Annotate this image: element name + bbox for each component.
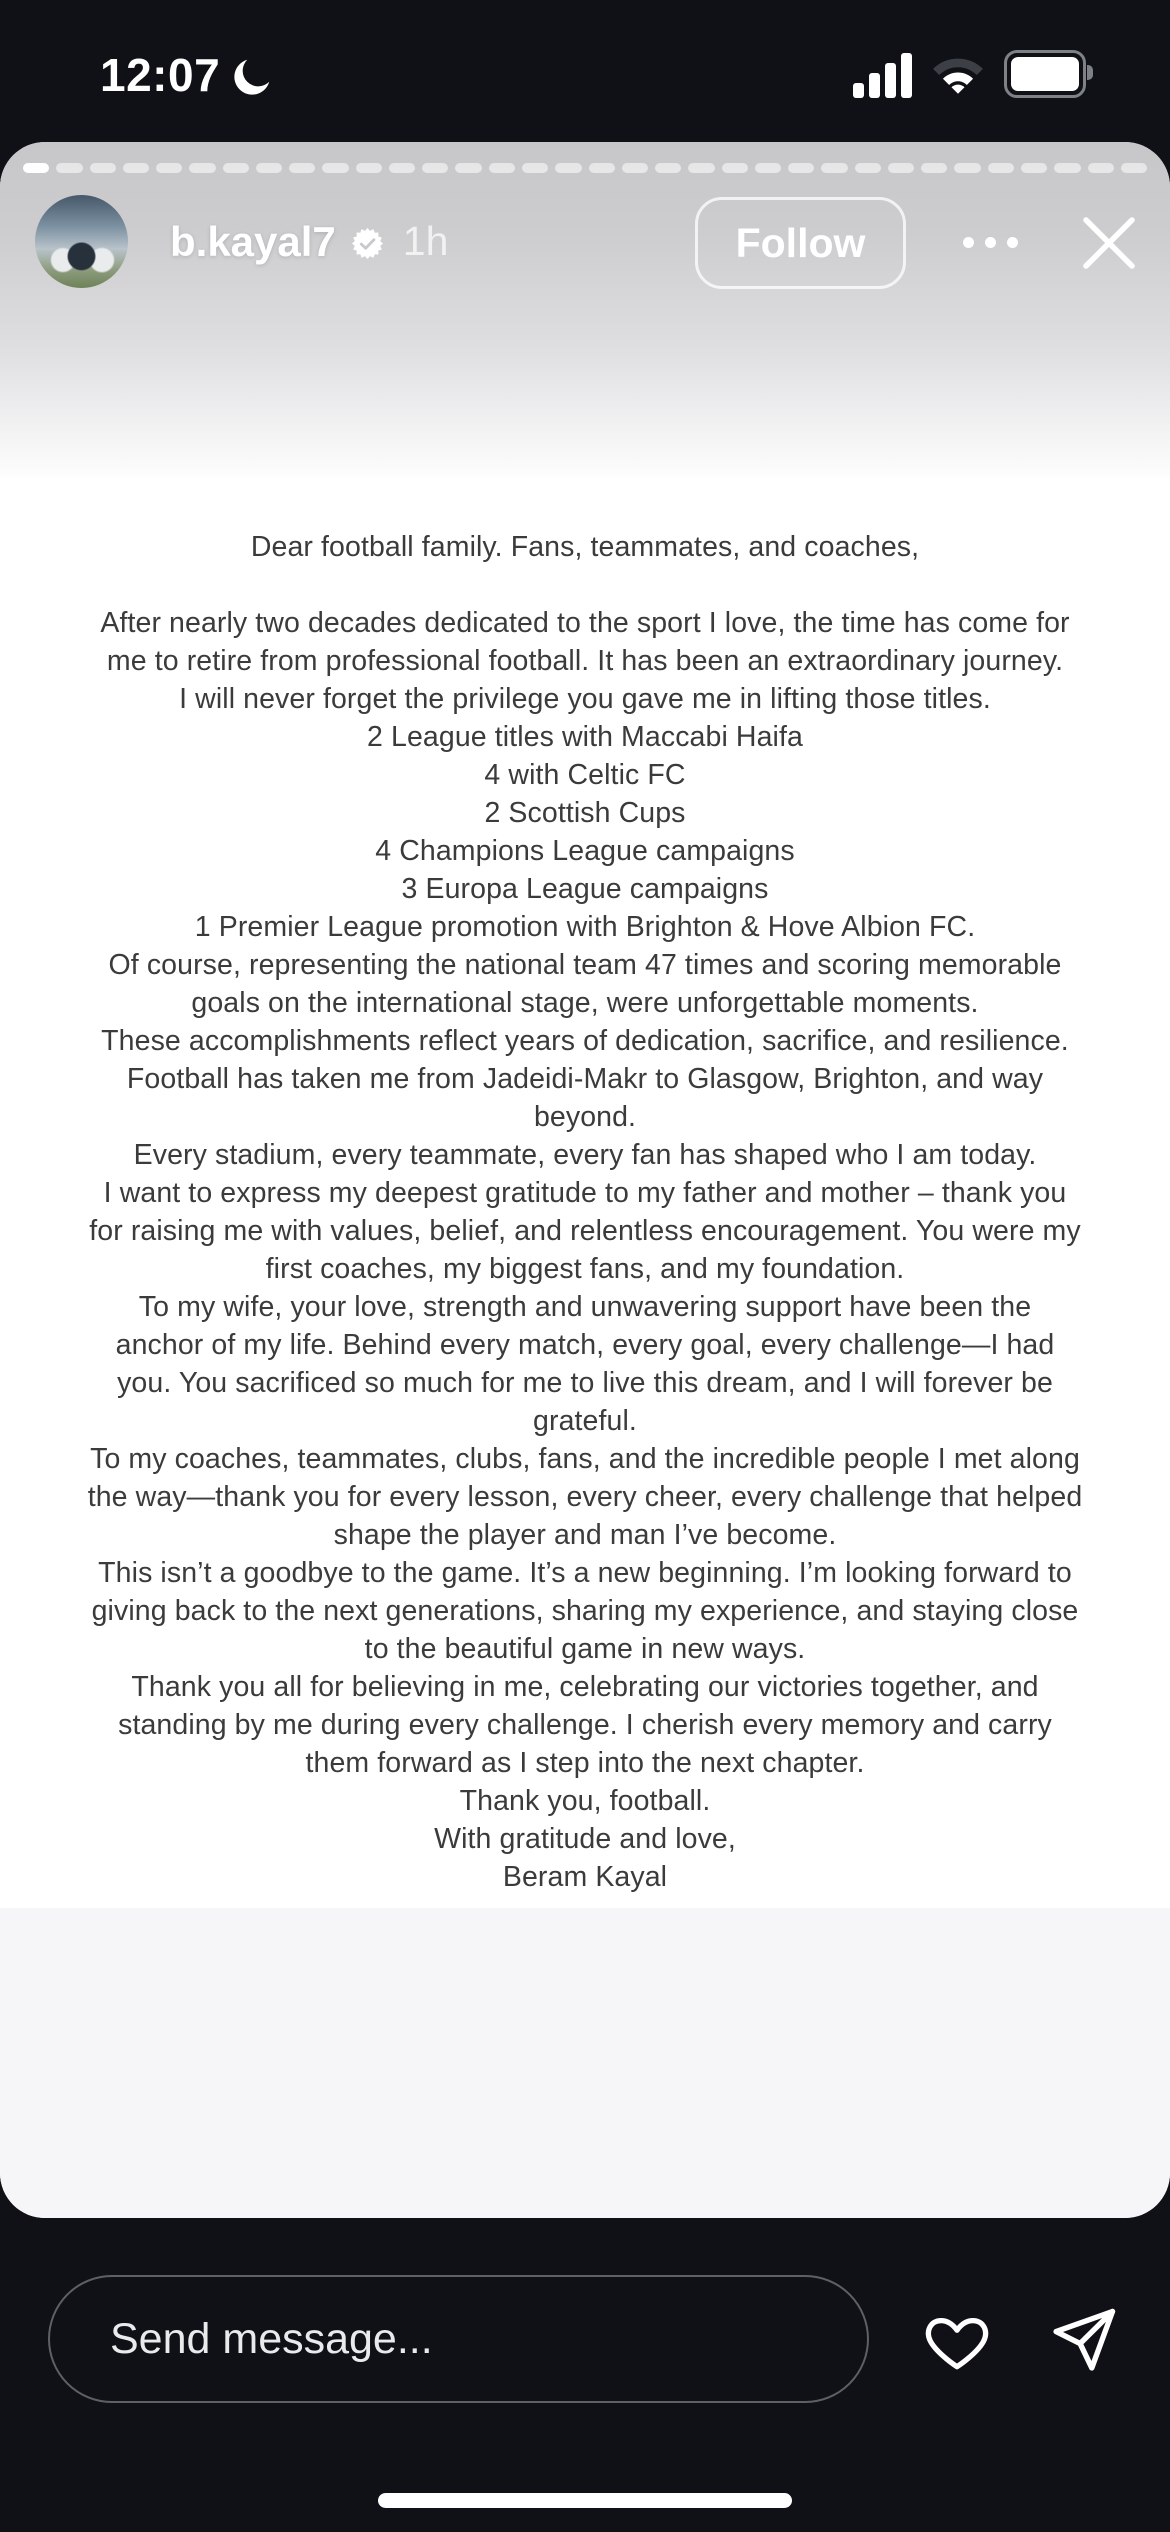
like-heart-icon[interactable] bbox=[921, 2306, 993, 2376]
letter-line: To my wife, your love, strength and unwavering support have been the bbox=[138, 1291, 1032, 1323]
letter-line: Football has taken me from Jadeidi-Makr to Glasgow, Brighton, and way bbox=[126, 1063, 1044, 1095]
letter-line: you. You sacrificed so much for me to live this dream, and I will forever be bbox=[117, 1367, 1053, 1399]
letter-line: Dear football family. Fans, teammates, and coaches, bbox=[250, 531, 920, 563]
letter-line: first coaches, my biggest fans, and my foundation. bbox=[265, 1253, 905, 1285]
progress-segment bbox=[90, 163, 116, 173]
progress-segment bbox=[356, 163, 382, 173]
progress-segment bbox=[988, 163, 1014, 173]
send-message-input[interactable] bbox=[48, 2275, 869, 2403]
letter-line: beyond. bbox=[533, 1101, 637, 1133]
progress-segment bbox=[23, 163, 49, 173]
status-time bbox=[100, 48, 274, 102]
progress-segment bbox=[555, 163, 581, 173]
status-bar bbox=[0, 0, 1170, 142]
letter-line: Beram Kayal bbox=[502, 1861, 668, 1893]
clock-time: 12:07 bbox=[100, 49, 221, 101]
letter-line: for raising me with values, belief, and relentless encouragement. You were my bbox=[89, 1215, 1081, 1247]
letter-line bbox=[0, 566, 1170, 604]
home-indicator[interactable] bbox=[378, 2493, 792, 2508]
progress-segment bbox=[788, 163, 814, 173]
cellular-signal-icon bbox=[853, 52, 912, 100]
close-icon[interactable] bbox=[1078, 212, 1140, 274]
progress-segment bbox=[921, 163, 947, 173]
letter-line: I will never forget the privilege you gave me in lifting those titles. bbox=[179, 683, 991, 715]
progress-segment bbox=[722, 163, 748, 173]
letter-line: them forward as I step into the next chapter. bbox=[305, 1747, 865, 1779]
letter-line: to the beautiful game in new ways. bbox=[364, 1633, 806, 1665]
progress-segment bbox=[755, 163, 781, 173]
progress-segment bbox=[156, 163, 182, 173]
progress-segment bbox=[256, 163, 282, 173]
progress-segment bbox=[455, 163, 481, 173]
letter-line: This isn’t a goodbye to the game. It’s a new beginning. I’m looking forward to bbox=[98, 1557, 1072, 1589]
letter-line: 2 League titles with Maccabi Haifa bbox=[367, 721, 803, 753]
letter-line: giving back to the next generations, sharing my experience, and staying close bbox=[91, 1595, 1079, 1627]
share-plane-icon[interactable] bbox=[1047, 2304, 1121, 2376]
progress-segment bbox=[1054, 163, 1080, 173]
progress-segment bbox=[655, 163, 681, 173]
verified-badge-icon bbox=[352, 228, 383, 259]
retirement-letter bbox=[0, 477, 1170, 1908]
story-timestamp: 1h bbox=[402, 218, 449, 264]
story-card bbox=[0, 142, 1170, 2218]
wifi-icon bbox=[929, 54, 987, 100]
follow-button[interactable] bbox=[695, 197, 906, 289]
moon-icon bbox=[230, 55, 274, 99]
letter-line: 4 Champions League campaigns bbox=[375, 835, 795, 867]
username[interactable]: b.kayal7 bbox=[170, 217, 336, 265]
progress-segment bbox=[821, 163, 847, 173]
letter-line: These accomplishments reflect years of dedication, sacrifice, and resilience. bbox=[101, 1025, 1069, 1057]
follow-button-label: Follow bbox=[735, 219, 866, 266]
progress-segment bbox=[56, 163, 82, 173]
letter-line: To my coaches, teammates, clubs, fans, and the incredible people I met along bbox=[90, 1443, 1080, 1475]
letter-line: Every stadium, every teammate, every fan has shaped who I am today. bbox=[133, 1139, 1037, 1171]
progress-segment bbox=[189, 163, 215, 173]
send-message-placeholder: Send message... bbox=[110, 2314, 433, 2363]
letter-line: the way—thank you for every lesson, every cheer, every challenge that helped bbox=[87, 1481, 1083, 1513]
story-bottom-area bbox=[0, 1908, 1170, 2218]
progress-segment bbox=[1088, 163, 1114, 173]
progress-segment bbox=[322, 163, 348, 173]
story-header-scrim bbox=[0, 142, 1170, 477]
progress-segment bbox=[123, 163, 149, 173]
letter-line: 3 Europa League campaigns bbox=[401, 873, 769, 905]
more-options-icon[interactable] bbox=[963, 218, 1019, 266]
letter-line: 1 Premier League promotion with Brighton & Hove Albion FC. bbox=[194, 911, 976, 943]
letter-line: standing by me during every challenge. I cherish every memory and carry bbox=[118, 1709, 1052, 1741]
letter-line: grateful. bbox=[533, 1405, 637, 1437]
progress-segment bbox=[622, 163, 648, 173]
progress-segment bbox=[589, 163, 615, 173]
letter-line: goals on the international stage, were unforgettable moments. bbox=[191, 987, 979, 1019]
progress-segment bbox=[888, 163, 914, 173]
progress-segment bbox=[1021, 163, 1047, 173]
story-progress-bar[interactable] bbox=[23, 163, 1147, 173]
battery-icon bbox=[1004, 50, 1086, 98]
progress-segment bbox=[289, 163, 315, 173]
progress-segment bbox=[422, 163, 448, 173]
status-icons bbox=[853, 50, 1086, 100]
letter-line: With gratitude and love, bbox=[434, 1823, 736, 1855]
avatar[interactable] bbox=[35, 195, 128, 288]
progress-segment bbox=[223, 163, 249, 173]
story-header-text bbox=[170, 195, 448, 288]
progress-segment bbox=[855, 163, 881, 173]
letter-line: I want to express my deepest gratitude to my father and mother – thank you bbox=[103, 1177, 1067, 1209]
letter-line: Thank you all for believing in me, celebrating our victories together, and bbox=[131, 1671, 1039, 1703]
progress-segment bbox=[522, 163, 548, 173]
story-footer bbox=[0, 2218, 1170, 2532]
progress-segment bbox=[389, 163, 415, 173]
letter-line: Of course, representing the national team 47 times and scoring memorable bbox=[108, 949, 1062, 981]
letter-line: 4 with Celtic FC bbox=[484, 759, 686, 791]
letter-line: 2 Scottish Cups bbox=[484, 797, 686, 829]
letter-line: Thank you, football. bbox=[459, 1785, 711, 1817]
letter-line: me to retire from professional football. It has been an extraordinary journey. bbox=[106, 645, 1064, 677]
progress-segment bbox=[688, 163, 714, 173]
letter-line: anchor of my life. Behind every match, every goal, every challenge—I had bbox=[115, 1329, 1055, 1361]
letter-line: shape the player and man I’ve become. bbox=[333, 1519, 837, 1551]
progress-segment bbox=[1121, 163, 1147, 173]
letter-line: After nearly two decades dedicated to the sport I love, the time has come for bbox=[100, 607, 1070, 639]
progress-segment bbox=[954, 163, 980, 173]
progress-segment bbox=[489, 163, 515, 173]
